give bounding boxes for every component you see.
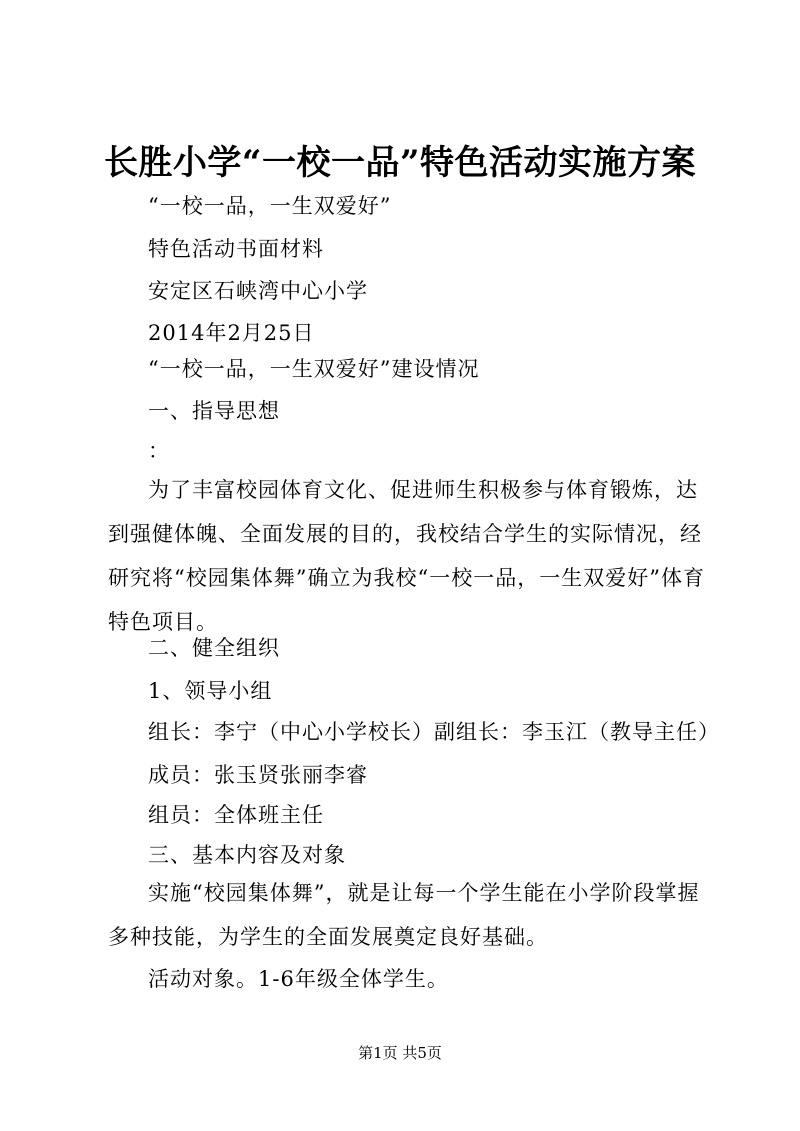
members-line: 成员：张玉贤张丽李睿 bbox=[148, 763, 368, 787]
section-heading-guiding-ideology: 一、指导思想 bbox=[148, 399, 280, 423]
group-members-line: 组员：全体班主任 bbox=[148, 803, 324, 827]
school-name: 安定区石峡湾中心小学 bbox=[148, 279, 368, 303]
section-heading-organization: 二、健全组织 bbox=[148, 636, 280, 660]
subheading-leadership-group: 1、领导小组 bbox=[148, 679, 273, 703]
section-heading-content: 三、基本内容及对象 bbox=[148, 843, 346, 867]
material-label: 特色活动书面材料 bbox=[148, 237, 324, 261]
paragraph-content: 实施“校园集体舞”，就是让每一个学生能在小学阶段掌握多种技能，为学生的全面发展奠定良好基础。 bbox=[108, 881, 700, 949]
leader-line: 组长：李宁（中心小学校长）副组长：李玉江（教导主任） bbox=[148, 720, 720, 744]
colon-line: ： bbox=[148, 439, 170, 463]
paragraph-guiding-ideology: 为了丰富校园体育文化、促进师生积极参与体育锻炼，达到强健体魄、全面发展的目的，我校结合学生的实际情况，经研究将“校园集体舞”确立为我校“一校一品，一生双爱好”体育特色项目。 bbox=[108, 478, 705, 634]
page-footer: 第1页 共5页 bbox=[358, 1044, 442, 1062]
document-title: 长胜小学“一校一品”特色活动实施方案 bbox=[103, 143, 697, 183]
section-heading-construction: “一校一品，一生双爱好”建设情况 bbox=[148, 357, 480, 381]
activity-target-line: 活动对象。1-6年级全体学生。 bbox=[148, 967, 449, 991]
slogan-line: “一校一品，一生双爱好” bbox=[148, 194, 392, 218]
document-date: 2014年2月25日 bbox=[148, 321, 315, 345]
